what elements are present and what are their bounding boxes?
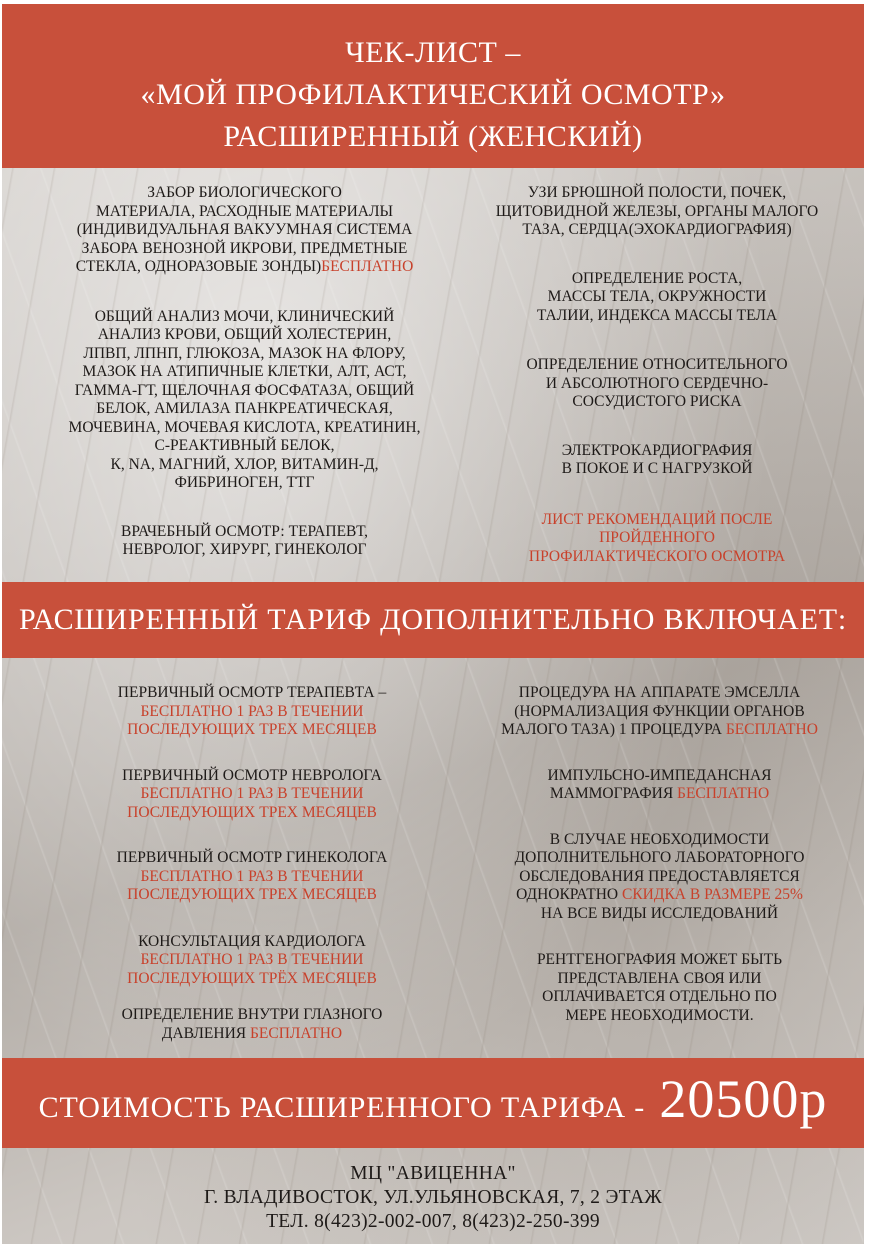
free-label: БЕСПЛАТНО [725,721,818,738]
basic-item [452,184,862,240]
extended-item [467,831,852,924]
free-label: БЕСПЛАТНО [321,258,414,275]
flyer [2,4,864,1244]
text-line: ЭЛЕКТРОКАРДИОГРАФИЯ [561,441,753,459]
free-label: БЕСПЛАТНО 1 РАЗ В ТЕЧЕНИИ [140,867,364,885]
text-line: ЛПВП, ЛПНП, ГЛЮКОЗА, МАЗОК НА ФЛОРУ, [83,344,406,362]
price-band [2,1058,864,1148]
free-label: БЕСПЛАТНО 1 РАЗ В ТЕЧЕНИИ [140,702,364,720]
clinic-phones: ТЕЛ. 8(423)2-002-007, 8(423)2-250-399 [266,1211,600,1232]
basic-item [32,184,457,277]
text-line: РЕНТГЕНОГРАФИЯ МОЖЕТ БЫТЬ [536,951,783,968]
text-line: ИМПУЛЬСНО-ИМПЕДАНСНАЯ [547,766,772,784]
text-line: С-РЕАКТИВНЫЙ БЕЛОК, [154,437,335,454]
header-line-2: «МОЙ ПРОФИЛАКТИЧЕСКИЙ ОСМОТР» [140,78,726,111]
basic-item [452,270,862,326]
text-line [32,258,457,277]
text-line: В ПОКОЕ И С НАГРУЗКОЙ [561,460,753,477]
price-value: 20500р [659,1069,828,1129]
text-line [467,785,852,804]
text-segment: ДАВЛЕНИЯ [161,1024,250,1042]
text-line: БЕЛОК, АМИЛАЗА ПАНКРЕАТИЧЕСКАЯ, [96,400,393,417]
extended-item [467,767,852,804]
text-line: ОБЩИЙ АНАЛИЗ МОЧИ, КЛИНИЧЕСКИЙ [94,307,395,325]
text-line: ВРАЧЕБНЫЙ ОСМОТР: ТЕРАПЕВТ, [121,522,368,540]
text-segment: МАММОГРАФИЯ [549,785,678,802]
text-line: ТАЛИИ, ИНДЕКСА МАССЫ ТЕЛА [536,306,778,324]
basic-right-column [452,184,862,566]
text-line: УЗИ БРЮШНОЙ ПОЛОСТИ, ПОЧЕК, [527,184,787,201]
extended-item [57,1006,447,1043]
text-line: ОПРЕДЕЛЕНИЕ ВНУТРИ ГЛАЗНОГО [121,1006,383,1023]
text-line: ПРОФИЛАКТИЧЕСКОГО ОСМОТРА [528,547,786,565]
header-band [2,4,864,168]
text-line: ПЕРВИЧНЫЙ ОСМОТР ГИНЕКОЛОГА [116,849,388,866]
text-line: КОНСУЛЬТАЦИЯ КАРДИОЛОГА [138,932,366,950]
footer [2,1162,864,1234]
text-line: МАТЕРИАЛА, РАСХОДНЫЕ МАТЕРИАЛЫ [95,202,394,220]
text-line: ОБСЛЕДОВАНИЯ ПРЕДОСТАВЛЯЕТСЯ [519,867,800,885]
basic-item [32,523,457,560]
text-line: НА ВСЕ ВИДЫ ИССЛЕДОВАНИЙ [540,904,779,922]
text-line: ПРОЙДЕННОГО [599,529,715,546]
recommendations-item [452,511,862,567]
text-line: МАССЫ ТЕЛА, ОКРУЖНОСТИ [547,288,767,305]
extended-left-column [57,684,447,1043]
text-segment: МАЛОГО ТАЗА) 1 ПРОЦЕДУРА [501,721,726,738]
text-line: МАЗОК НА АТИПИЧНЫЕ КЛЕТКИ, АЛТ, АСТ, [82,363,407,380]
text-line: НЕВРОЛОГ, ХИРУРГ, ГИНЕКОЛОГ [122,541,367,558]
text-line: ПРОЦЕДУРА НА АППАРАТЕ ЭМСЕЛЛА [518,684,801,701]
text-line: (НОРМАЛИЗАЦИЯ ФУНКЦИИ ОРГАНОВ [514,702,805,720]
free-label: БЕСПЛАТНО [677,785,770,802]
extended-right-column [467,684,852,1025]
text-line [57,1025,447,1044]
extended-title-band [2,582,864,658]
text-line: И АБСОЛЮТНОГО СЕРДЕЧНО- [545,374,769,392]
header-line-1: ЧЕК-ЛИСТ – [345,36,521,69]
free-label: БЕСПЛАТНО 1 РАЗ В ТЕЧЕНИИ [140,785,364,802]
basic-item [32,308,457,493]
extended-item [467,684,852,740]
free-label: БЕСПЛАТНО 1 РАЗ В ТЕЧЕНИИ [140,951,364,968]
text-line: ЛИСТ РЕКОМЕНДАЦИЙ ПОСЛЕ [541,510,773,528]
price-label: СТОИМОСТЬ РАСШИРЕННОГО ТАРИФА - [38,1091,654,1124]
extended-item [57,767,447,823]
clinic-name: МЦ "АВИЦЕННА" [350,1163,516,1184]
header-line-3: РАСШИРЕННЫЙ (ЖЕНСКИЙ) [223,120,643,153]
text-line: К, NA, МАГНИЙ, ХЛОР, ВИТАМИН-Д, [110,455,379,473]
free-label: ПОСЛЕДУЮЩИХ ТРЕХ МЕСЯЦЕВ [127,886,377,903]
text-line: ГАММА-ГТ, ЩЕЛОЧНАЯ ФОСФАТАЗА, ОБЩИЙ [74,381,415,399]
basic-item [452,442,862,479]
basic-item [452,356,862,412]
text-line: ПЕРВИЧНЫЙ ОСМОТР ТЕРАПЕВТА – [117,684,387,701]
text-line: ОПЛАЧИВАЕТСЯ ОТДЕЛЬНО ПО [542,988,777,1005]
free-label: БЕСПЛАТНО [250,1024,343,1042]
text-line: ПЕРВИЧНЫЙ ОСМОТР НЕВРОЛОГА [122,766,382,784]
text-line: ФИБРИНОГЕН, ТТГ [174,474,315,491]
text-segment: ОДНОКРАТНО [516,886,622,903]
text-line: ТАЗА, СЕРДЦА(ЭХОКАРДИОГРАФИЯ) [522,221,792,238]
text-line: ЗАБОРА ВЕНОЗНОЙ ИКРОВИ, ПРЕДМЕТНЫЕ [81,239,408,257]
discount-label: СКИДКА В РАЗМЕРЕ 25% [622,886,803,903]
text-line: ДОПОЛНИТЕЛЬНОГО ЛАБОРАТОРНОГО [514,849,805,866]
extended-title: РАСШИРЕННЫЙ ТАРИФ ДОПОЛНИТЕЛЬНО ВКЛЮЧАЕТ: [19,603,847,636]
free-label: ПОСЛЕДУЮЩИХ ТРЕХ МЕСЯЦЕВ [127,803,377,821]
text-line: ПРЕДСТАВЛЕНА СВОЯ ИЛИ [557,969,762,987]
text-line: СОСУДИСТОГО РИСКА [572,393,742,410]
text-line: (ИНДИВИДУАЛЬНАЯ ВАКУУМНАЯ СИСТЕМА [76,221,413,238]
text-line: ОПРЕДЕЛЕНИЕ ОТНОСИТЕЛЬНОГО [526,356,788,373]
price-row [2,1068,864,1130]
clinic-address: Г. ВЛАДИВОСТОК, УЛ.УЛЬЯНОВСКАЯ, 7, 2 ЭТАЖ [203,1187,663,1208]
text-line: ОПРЕДЕЛЕНИЕ РОСТА, [571,269,743,287]
text-line [467,721,852,740]
text-segment: СТЕКЛА, ОДНОРАЗОВЫЕ ЗОНДЫ) [75,258,322,275]
free-label: ПОСЛЕДУЮЩИХ ТРЁХ МЕСЯЦЕВ [127,969,377,987]
extended-item [57,933,447,989]
text-line: В СЛУЧАЕ НЕОБХОДИМОСТИ [549,830,770,848]
text-line [467,886,852,905]
extended-item [57,849,447,905]
extended-item [467,951,852,1025]
text-line: АНАЛИЗ КРОВИ, ОБЩИЙ ХОЛЕСТЕРИН, [97,326,392,343]
text-line: МЕРЕ НЕОБХОДИМОСТИ. [565,1006,754,1024]
text-line: ЩИТОВИДНОЙ ЖЕЛЕЗЫ, ОРГАНЫ МАЛОГО [495,202,819,220]
free-label: ПОСЛЕДУЮЩИХ ТРЕХ МЕСЯЦЕВ [127,721,377,738]
basic-left-column [32,184,457,560]
text-line: МОЧЕВИНА, МОЧЕВАЯ КИСЛОТА, КРЕАТИНИН, [68,418,421,436]
extended-item [57,684,447,740]
text-line: ЗАБОР БИОЛОГИЧЕСКОГО [147,184,342,201]
